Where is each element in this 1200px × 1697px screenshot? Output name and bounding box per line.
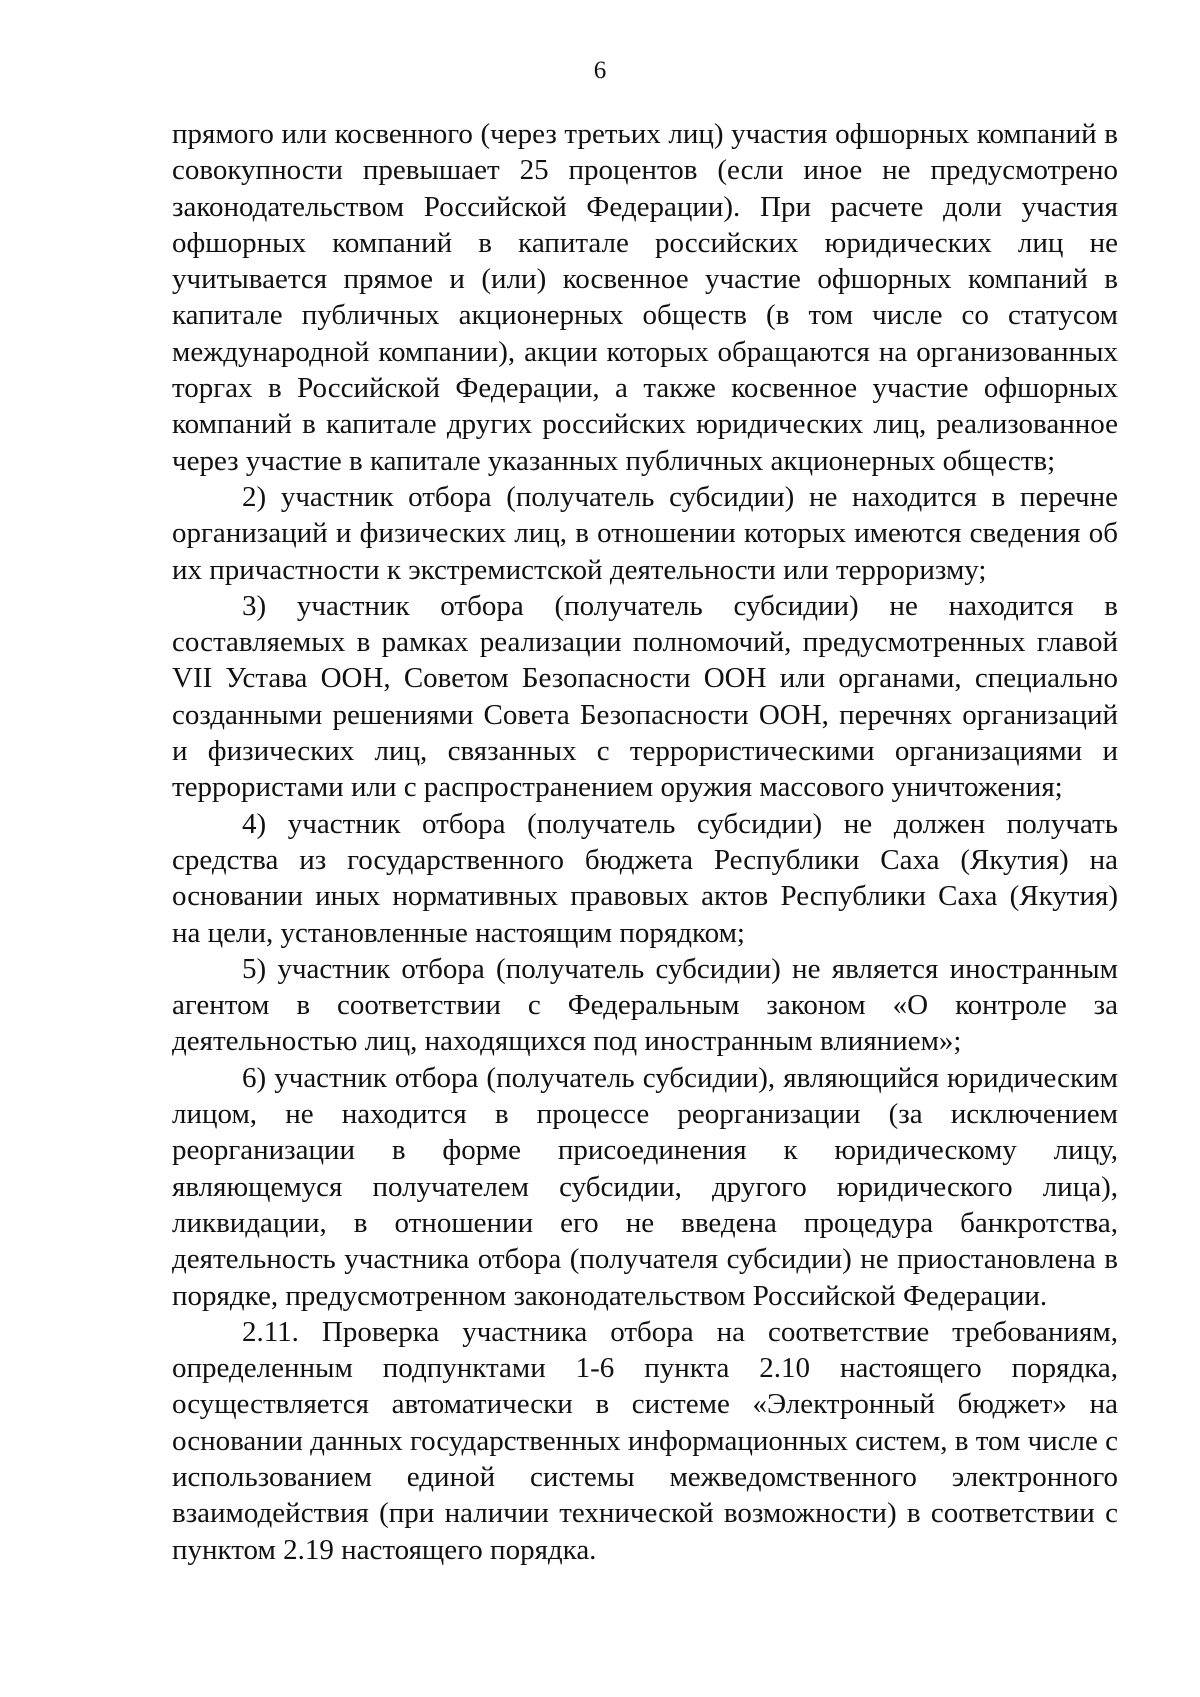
paragraph-item-3: 3) участник отбора (получатель субсидии) не находится в составляемых в рамках реализации полномочий, предусмотренных главой VII Устава ООН, Советом Безопасности ООН или органами, специально созданными решениями Совета Безопасности ООН, перечнях организаций и физических лиц, связанных с террористическими организациями и террористами или с распространением оружия массового уничтожения; (172, 589, 1118, 804)
paragraph-offshore-participation: прямого или косвенного (через третьих лиц) участия офшорных компаний в совокупности превышает 25 процентов (если иное не предусмотрено законодательством Российской Федерации). При расчете доли участия офшорных компаний в капитале российских юридических лиц не учитывается прямое и (или) косвенное участие офшорных компаний в капитале публичных акционерных обществ (в том числе со статусом международной компании), акции которых обращаются на организованных торгах в Российской Федерации, а также косвенное участие офшорных компаний в капитале других российских юридических лиц, реализованное через участие в капитале указанных публичных акционерных обществ; (172, 118, 1118, 477)
paragraph-item-6: 6) участник отбора (получатель субсидии), являющийся юридическим лицом, не находится в процессе реорганизации (за исключением реорганизации в форме присоединения к юридическому лицу, являющемуся получателем субсидии, другого юридического лица), ликвидации, в отношении его не введена процедура банкротства, деятельность участника отбора (получателя субсидии) не приостановлена в порядке, предусмотренном законодательством Российской Федерации. (172, 1061, 1118, 1312)
page-number: 6 (593, 57, 607, 84)
paragraph-item-5: 5) участник отбора (получатель субсидии) не является иностранным агентом в соответствии с Федеральным законом «О контроле за деятельностью лиц, находящихся под иностранным влиянием»; (172, 952, 1118, 1058)
paragraph-item-2: 2) участник отбора (получатель субсидии) не находится в перечне организаций и физических лиц, в отношении которых имеются сведения об их причастности к экстремистской деятельности или терроризму; (172, 480, 1118, 586)
document-body (172, 116, 1118, 1568)
paragraph-item-4: 4) участник отбора (получатель субсидии) не должен получать средства из государственного бюджета Республики Саха (Якутия) на основании иных нормативных правовых актов Республики Саха (Якутия) на цели, установленные настоящим порядком; (172, 807, 1118, 949)
paragraph-section-2-11: 2.11. Проверка участника отбора на соответствие требованиям, определенным подпунктами 1-6 пункта 2.10 настоящего порядка, осуществляется автоматически в системе «Электронный бюджет» на основании данных государственных информационных систем, в том числе с использованием единой системы межведомственного электронного взаимодействия (при наличии технической возможности) в соответствии с пунктом 2.19 настоящего порядка. (172, 1315, 1119, 1566)
